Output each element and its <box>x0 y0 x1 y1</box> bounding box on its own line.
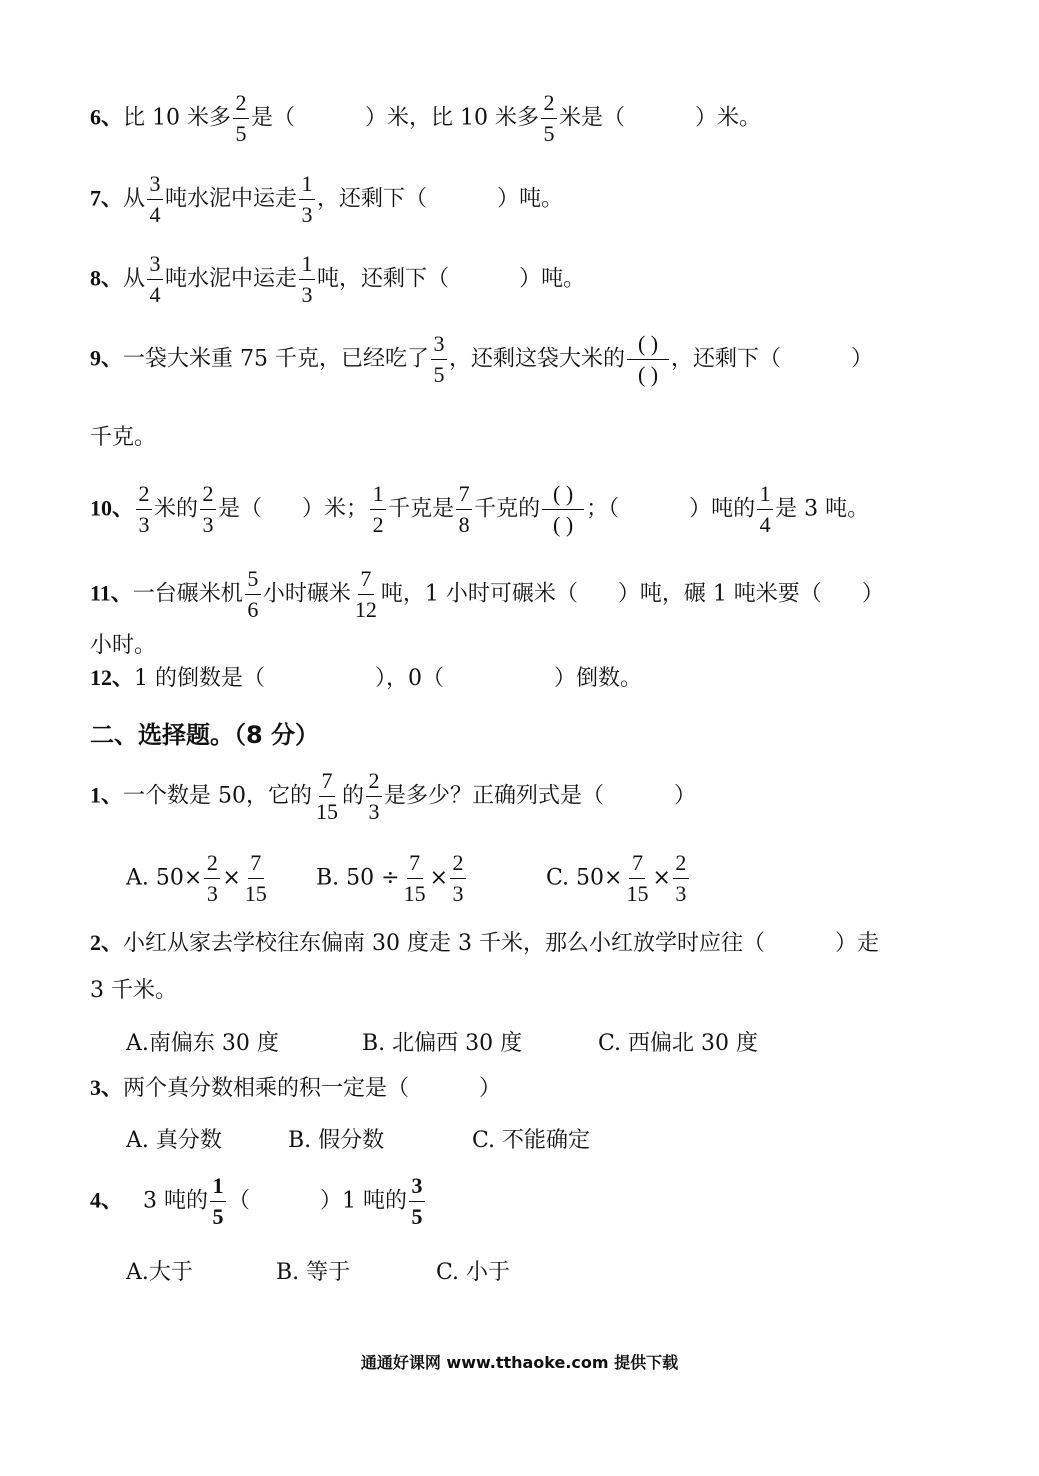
question-text: ） <box>851 346 874 372</box>
numerator: 3 <box>409 1175 425 1202</box>
question-text: ） <box>674 783 697 809</box>
question-11-continued <box>90 632 979 660</box>
question-text: 的 <box>342 783 365 809</box>
question-text: 1 的倒数是（ <box>134 666 266 691</box>
choice-question-2 <box>90 929 979 958</box>
fraction <box>456 483 472 536</box>
fraction <box>147 253 163 306</box>
option-a[interactable]: A. 真分数 <box>126 1128 222 1153</box>
denominator: 5 <box>212 1204 224 1229</box>
question-text: 比 10 米多 <box>123 105 231 131</box>
question-text: 一台碾米机 <box>132 581 243 607</box>
denominator: 15 <box>626 881 649 906</box>
question-text: ；（ <box>586 496 620 522</box>
question-text: 是 3 吨。 <box>775 496 870 522</box>
question-text: ） <box>479 1076 502 1101</box>
numerator-blank[interactable]: ( ) <box>542 483 584 510</box>
denominator: 5 <box>543 121 555 146</box>
fraction <box>431 333 447 386</box>
question-number: 10、 <box>90 495 135 521</box>
numerator: 1 <box>299 253 315 280</box>
question-text: ，还剩下（ <box>671 346 782 372</box>
question-number: 3、 <box>90 1075 124 1100</box>
denominator: 8 <box>458 512 470 537</box>
question-text: 吨水泥中运走 <box>165 266 298 292</box>
option-c[interactable]: C. 小于 <box>436 1260 511 1285</box>
fraction <box>624 852 650 905</box>
fraction <box>757 483 773 536</box>
fraction <box>370 483 386 536</box>
numerator: 3 <box>147 173 163 200</box>
numerator: 2 <box>366 770 382 797</box>
numerator: 2 <box>200 483 216 510</box>
option-b[interactable]: B. 假分数 <box>288 1128 385 1153</box>
question-text: （ <box>228 1188 251 1214</box>
fraction <box>409 1175 425 1228</box>
numerator: 1 <box>299 173 315 200</box>
fraction <box>243 852 269 905</box>
question-text: 是（ <box>218 496 263 522</box>
denominator: 3 <box>368 799 380 824</box>
numerator: 7 <box>319 770 335 797</box>
option-b[interactable] <box>316 852 468 905</box>
fraction <box>210 1175 226 1228</box>
denominator: 3 <box>452 881 464 906</box>
numerator: 7 <box>358 568 374 595</box>
option-label: C. 50× <box>546 865 623 891</box>
question-number: 4、 <box>90 1187 124 1213</box>
denominator-blank[interactable]: ( ) <box>553 512 574 537</box>
times-sign: × <box>429 865 449 891</box>
fraction <box>299 173 315 226</box>
fraction <box>200 483 216 536</box>
denominator: 3 <box>206 881 218 906</box>
footer-text: 通通好课网 www.tthaoke.com 提供下载 <box>360 1353 679 1372</box>
option-a[interactable] <box>126 852 271 905</box>
question-text: 小时。 <box>90 633 157 658</box>
option-c[interactable] <box>546 852 691 905</box>
option-c[interactable]: C. 不能确定 <box>472 1128 591 1153</box>
denominator: 15 <box>403 881 426 906</box>
question-text: ），0（ <box>375 666 445 691</box>
fraction <box>366 770 382 823</box>
fraction <box>147 173 163 226</box>
denominator: 12 <box>354 597 377 622</box>
fraction <box>450 852 466 905</box>
question-text: 吨，还剩下（ <box>317 266 450 292</box>
question-text: 小时碾米 <box>262 581 351 607</box>
denominator: 4 <box>149 202 161 227</box>
question-text: ）倒数。 <box>554 666 643 691</box>
denominator: 3 <box>138 512 150 537</box>
fraction <box>673 852 689 905</box>
times-sign: × <box>222 865 241 891</box>
question-9-continued <box>90 420 979 451</box>
question-12 <box>90 664 979 693</box>
fraction <box>541 92 557 145</box>
question-text: 是（ <box>251 105 296 131</box>
question-text: 米的 <box>154 496 199 522</box>
question-text: ，还剩下（ <box>317 186 428 212</box>
question-number: 11、 <box>90 580 133 606</box>
numerator: 2 <box>450 852 466 879</box>
option-a[interactable]: A.大于 <box>126 1260 193 1285</box>
question-11 <box>90 568 979 621</box>
question-text: 3 千米。 <box>90 978 177 1003</box>
denominator: 15 <box>244 881 267 906</box>
question-8 <box>90 253 979 306</box>
blank-fraction[interactable] <box>627 333 669 386</box>
numerator: 1 <box>757 483 773 510</box>
question-text: 千克的 <box>474 496 541 522</box>
question-number: 12、 <box>90 665 135 690</box>
question-text: ，还剩这袋大米的 <box>449 346 626 372</box>
question-number: 7、 <box>90 185 124 211</box>
choice-question-4 <box>90 1175 979 1228</box>
numerator: 2 <box>233 92 249 119</box>
denominator: 5 <box>411 1204 423 1229</box>
times-sign: × <box>652 865 671 891</box>
question-text: 吨水泥中运走 <box>165 186 298 212</box>
question-text: 一袋大米重 75 千克，已经吃了 <box>123 346 429 372</box>
denominator: 4 <box>759 512 771 537</box>
denominator: 3 <box>301 202 313 227</box>
option-a[interactable]: A.南偏东 30 度 <box>126 1031 279 1056</box>
denominator: 5 <box>235 121 247 146</box>
section-heading: 二、选择题。（8 分） <box>90 721 320 749</box>
question-text: 从 <box>123 186 146 212</box>
numerator: 1 <box>210 1175 226 1202</box>
fraction <box>233 92 249 145</box>
numerator: 2 <box>136 483 152 510</box>
question-number: 2、 <box>90 930 124 955</box>
question-text: 小红从家去学校往东偏南 30 度走 3 千米，那么小红放学时应往（ <box>123 931 765 956</box>
question-text: 从 <box>123 266 146 292</box>
question-text: ） <box>861 581 884 607</box>
numerator: 7 <box>456 483 472 510</box>
denominator: 5 <box>433 362 445 387</box>
denominator-blank[interactable]: ( ) <box>637 362 659 387</box>
question-number: 6、 <box>90 104 124 130</box>
question-number: 8、 <box>90 265 124 291</box>
question-7 <box>90 173 979 226</box>
question-text: ）1 吨的 <box>320 1188 408 1214</box>
numerator: 2 <box>541 92 557 119</box>
denominator: 3 <box>675 881 687 906</box>
numerator: 7 <box>248 852 264 879</box>
option-b[interactable]: B. 北偏西 30 度 <box>362 1031 523 1056</box>
question-text: ）米，比 10 米多 <box>365 105 539 131</box>
choice-question-3 <box>90 1074 979 1103</box>
denominator: 15 <box>316 799 339 824</box>
question-text: 两个真分数相乘的积一定是（ <box>123 1076 410 1101</box>
question-text: 一个数是 50，它的 <box>123 783 313 809</box>
question-text: ）走 <box>834 931 879 956</box>
numerator: 3 <box>431 333 447 360</box>
question-text: ）吨，碾 1 吨米要（ <box>617 581 822 607</box>
option-b[interactable]: B. 等于 <box>276 1260 351 1285</box>
numerator: 5 <box>245 568 261 595</box>
numerator: 3 <box>147 253 163 280</box>
question-text: ）吨。 <box>497 186 564 212</box>
option-label: A. 50× <box>126 865 203 891</box>
choice-question-1 <box>90 770 979 823</box>
fraction <box>299 253 315 306</box>
question-text: ）吨的 <box>689 496 756 522</box>
question-text: ）米。 <box>695 105 762 131</box>
fraction <box>245 568 261 621</box>
denominator: 3 <box>301 282 313 307</box>
question-text: 3 吨的 <box>143 1188 209 1214</box>
fraction <box>314 770 340 823</box>
numerator: 1 <box>370 483 386 510</box>
question-number: 9、 <box>90 345 124 371</box>
question-6 <box>90 92 979 145</box>
denominator: 2 <box>372 512 384 537</box>
fraction <box>136 483 152 536</box>
question-number: 1、 <box>90 782 124 808</box>
question-text: ）米； <box>302 496 369 522</box>
question-text: 米是（ <box>559 105 626 131</box>
choice-question-2-continued <box>90 977 979 1005</box>
numerator-blank[interactable]: ( ) <box>627 333 669 360</box>
option-c[interactable]: C. 西偏北 30 度 <box>598 1031 759 1056</box>
numerator: 2 <box>204 852 220 879</box>
question-text: 吨，1 小时可碾米（ <box>380 581 578 607</box>
blank-fraction[interactable] <box>542 483 584 536</box>
fraction <box>204 852 220 905</box>
numerator: 7 <box>629 852 645 879</box>
denominator: 4 <box>149 282 161 307</box>
question-9 <box>90 333 979 386</box>
question-text: ）吨。 <box>519 266 586 292</box>
question-text: 是多少？正确列式是（ <box>384 783 605 809</box>
question-text: 千克。 <box>90 425 157 450</box>
denominator: 3 <box>202 512 214 537</box>
numerator: 7 <box>407 852 423 879</box>
question-text: 千克是 <box>388 496 455 522</box>
fraction <box>353 568 379 621</box>
numerator: 2 <box>673 852 689 879</box>
question-10 <box>90 483 979 536</box>
option-label: B. 50 ÷ <box>316 865 400 891</box>
fraction <box>402 852 428 905</box>
denominator: 6 <box>247 597 259 622</box>
